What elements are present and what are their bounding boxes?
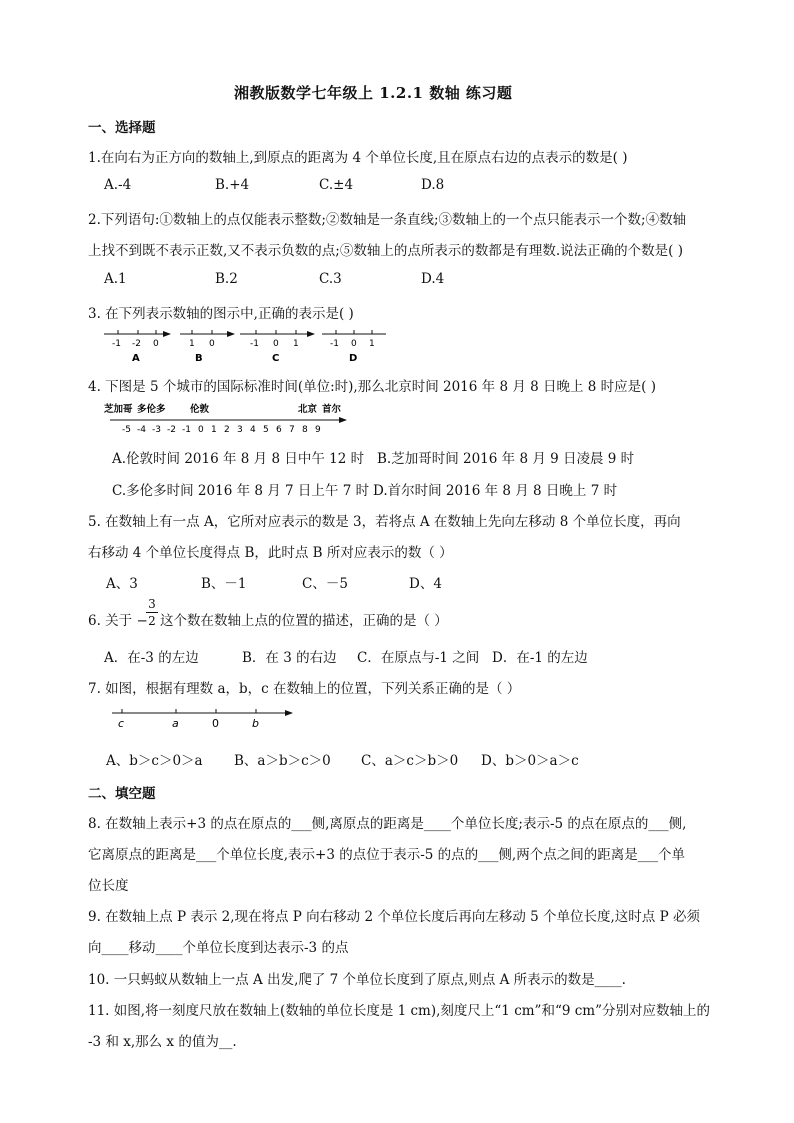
q4-tick: -3	[152, 425, 161, 435]
q4-timezone-number-line	[100, 398, 360, 438]
q4-option-c: C.多伦多时间 2016 年 8 月 7 日上午 7 时	[112, 483, 370, 499]
section-choice-heading: 一、选择题	[88, 120, 156, 136]
q6-fraction-denominator: 2	[148, 614, 156, 628]
q4-option-d: D.首尔时间 2016 年 8 月 8 日晚上 7 时	[373, 483, 618, 499]
q1-option-d: D.8	[421, 177, 445, 193]
question-6-prefix: 6. 关于 −	[88, 613, 148, 629]
q3-a-tick-2: -2	[132, 339, 141, 349]
q5-option-c: C、－5	[302, 576, 348, 592]
q7-option-a: A、b＞c＞0＞a	[106, 753, 203, 769]
q4-city-chicago: 芝加哥	[104, 404, 133, 415]
q7-option-c: C、a＞c＞b＞0	[361, 753, 459, 769]
q6-fraction	[146, 597, 158, 628]
q7-number-line-figure	[108, 702, 298, 732]
q2-option-a: A.1	[104, 271, 127, 287]
q4-tick: 1	[211, 425, 217, 435]
q6-option-c: C．在原点与-1 之间	[357, 650, 480, 666]
q3-axis-c	[240, 330, 314, 364]
q4-tick: -4	[137, 425, 146, 435]
q4-city-london: 伦敦	[190, 404, 210, 415]
q3-number-line-figure	[100, 324, 400, 366]
q4-tick: -2	[167, 425, 176, 435]
q3-d-tick-3: 1	[369, 339, 375, 349]
question-6-suffix: 这个数在数轴上点的位置的描述，正确的是（ ）	[160, 613, 448, 629]
q3-a-tick-3: 0	[153, 339, 159, 349]
q3-b-tick-2: 0	[209, 339, 215, 349]
q4-tick: 3	[237, 425, 243, 435]
q4-tick: 2	[224, 425, 230, 435]
q3-axis-b	[180, 330, 234, 364]
question-9-line2: 向____移动____个单位长度到达表示-3 的点	[88, 940, 349, 956]
q3-axis-d	[322, 330, 386, 364]
q5-option-b: B、－1	[201, 576, 247, 592]
q4-tick: 7	[289, 425, 295, 435]
question-9-line1: 9. 在数轴上点 P 表示 2,现在将点 P 向右移动 2 个单位长度后再向左移动 5 个单位长度,这时点 P 必须	[88, 909, 700, 925]
q1-option-b: B.+4	[215, 177, 250, 193]
q4-tick: -5	[122, 425, 131, 435]
q6-option-a: A．在-3 的左边	[104, 650, 199, 666]
q7-label-c: c	[118, 717, 125, 730]
q2-option-b: B.2	[215, 271, 238, 287]
q2-option-c: C.3	[319, 271, 342, 287]
question-10: 10. 一只蚂蚁从数轴上一点 A 出发,爬了 7 个单位长度到了原点,则点 A 所表示的数是____.	[88, 972, 626, 988]
question-8-line1: 8. 在数轴上表示+3 的点在原点的___侧,离原点的距离是____个单位长度;表示-5 的点在原点的___侧,	[88, 816, 687, 832]
q4-tick: 6	[276, 425, 282, 435]
q4-tick: 4	[250, 425, 256, 435]
question-3-stem: 3. 在下列表示数轴的图示中,正确的表示是( )	[88, 306, 354, 322]
question-7-stem: 7. 如图，根据有理数 a，b，c 在数轴上的位置，下列关系正确的是（ ）	[88, 681, 521, 697]
q7-label-b: b	[252, 717, 259, 730]
q3-axis-a	[104, 330, 170, 364]
q3-a-tick-1: -1	[112, 339, 121, 349]
q3-d-label: D	[349, 353, 358, 364]
q4-city-beijing: 北京	[298, 404, 318, 415]
question-2-line1: 2.下列语句:①数轴上的点仅能表示整数;②数轴是一条直线;③数轴上的一个点只能表示一个数;④数轴	[88, 212, 687, 228]
question-11-line1: 11. 如图,将一刻度尺放在数轴上(数轴的单位长度是 1 cm),刻度尺上“1 cm”和“9 cm”分别对应数轴上的	[88, 1003, 711, 1019]
q4-city-toronto: 多伦多	[137, 404, 166, 415]
q4-tick: 5	[263, 425, 269, 435]
q1-option-a: A.-4	[104, 177, 132, 193]
q3-c-label: C	[272, 353, 280, 364]
q6-fraction-numerator: 3	[148, 597, 156, 611]
q4-tick-labels	[122, 425, 321, 435]
q4-tick: 9	[315, 425, 321, 435]
q4-city-seoul: 首尔	[322, 404, 342, 415]
q4-tick: -1	[182, 425, 191, 435]
q7-label-0: 0	[212, 717, 219, 730]
q4-tick: 8	[302, 425, 308, 435]
q2-option-d: D.4	[421, 271, 445, 287]
q7-option-d: D、b＞0＞a＞c	[481, 753, 579, 769]
q5-option-d: D、4	[409, 576, 442, 592]
q3-b-label: B	[195, 353, 203, 364]
q4-option-a: A.伦敦时间 2016 年 8 月 8 日中午 12 时	[112, 451, 365, 467]
page-title: 湘教版数学七年级上 1.2.1 数轴 练习题	[234, 84, 513, 102]
question-1-stem: 1.在向右为正方向的数轴上,到原点的距离为 4 个单位长度,且在原点右边的点表示的数是( )	[88, 150, 628, 166]
q7-label-a: a	[172, 717, 179, 730]
question-11-line2: -3 和 x,那么 x 的值为__.	[88, 1034, 237, 1050]
question-5-line1: 5. 在数轴上有一点 A，它所对应表示的数是 3，若将点 A 在数轴上先向左移动 8 个单位长度，再向	[88, 514, 681, 530]
q3-c-tick-1: -1	[250, 339, 259, 349]
question-8-line3: 位长度	[88, 878, 129, 894]
q1-option-c: C.±4	[319, 177, 354, 193]
q4-tick: 0	[198, 425, 204, 435]
q6-option-b: B．在 3 的右边	[242, 650, 337, 666]
q3-d-tick-1: -1	[330, 339, 339, 349]
q3-d-tick-2: 0	[351, 339, 357, 349]
section-fill-heading: 二、填空题	[88, 786, 156, 802]
question-2-line2: 上找不到既不表示正数,又不表示负数的点;⑤数轴上的点所表示的数都是有理数.说法正确的个数是( )	[88, 243, 683, 259]
question-4-stem: 4. 下图是 5 个城市的国际标准时间(单位:时),那么北京时间 2016 年 8 月 8 日晚上 8 时应是( )	[88, 379, 656, 395]
q4-option-b: B.芝加哥时间 2016 年 8 月 9 日凌晨 9 时	[377, 451, 635, 467]
q3-b-tick-1: 1	[189, 339, 195, 349]
q5-option-a: A、3	[106, 576, 138, 592]
q3-a-label: A	[132, 353, 140, 364]
q7-option-b: B、a＞b＞c＞0	[234, 753, 331, 769]
question-5-line2: 右移动 4 个单位长度得点 B，此时点 B 所对应表示的数（ ）	[88, 545, 453, 561]
question-8-line2: 它离原点的距离是___个单位长度,表示+3 的点位于表示-5 的点的___侧,两个点之间的距离是___个单	[88, 847, 685, 863]
q6-option-d: D．在-1 的左边	[492, 650, 588, 666]
q3-c-tick-2: 0	[273, 339, 279, 349]
q3-c-tick-3: 1	[293, 339, 299, 349]
